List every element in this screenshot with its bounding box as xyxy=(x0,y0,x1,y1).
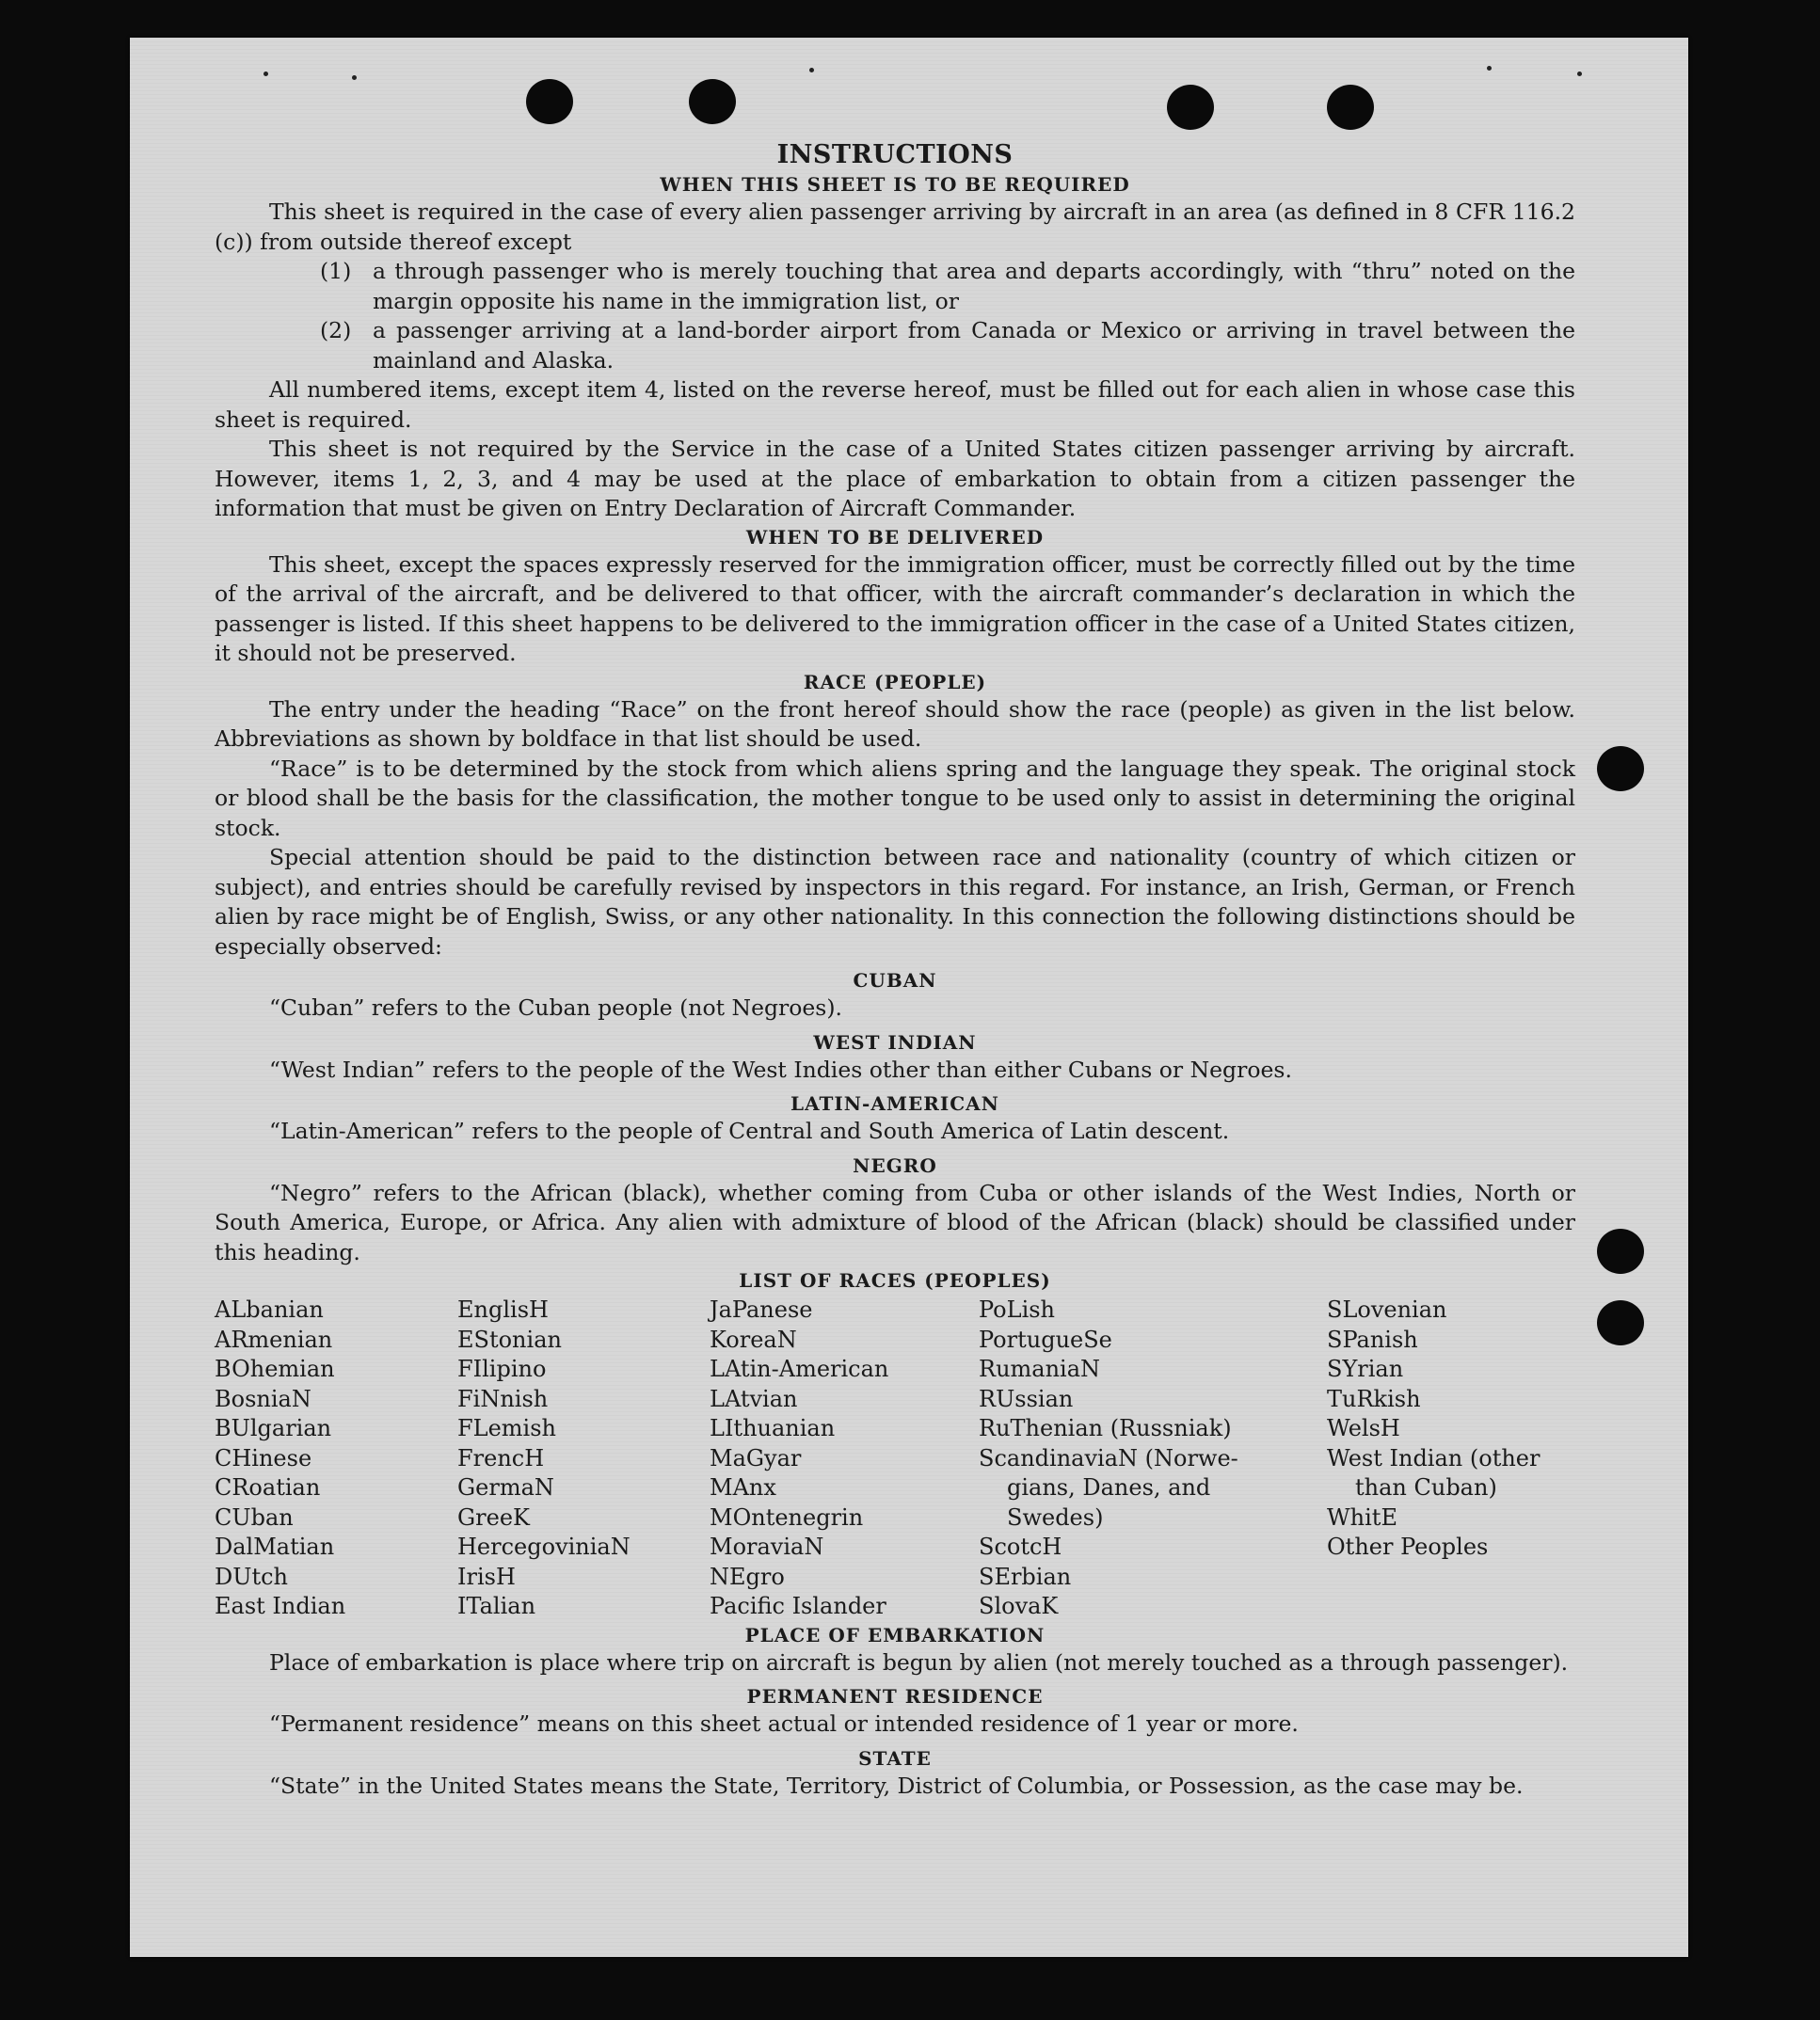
exception-item xyxy=(320,316,1575,375)
section-heading-negro: NEGRO xyxy=(853,1153,937,1177)
exception-number: (2) xyxy=(320,317,352,343)
section-heading-state: STATE xyxy=(858,1746,932,1770)
race-entry: MoraviaN xyxy=(710,1534,824,1560)
section-heading-latin-american: LATIN-AMERICAN xyxy=(790,1092,999,1115)
race-entry: FiNnish xyxy=(457,1385,549,1412)
race-entry: Other Peoples xyxy=(1327,1534,1489,1560)
punch-hole xyxy=(689,79,736,124)
race-entry: ScandinaviaN (Norwe- xyxy=(979,1444,1238,1471)
race-entry: ARmenian xyxy=(215,1326,333,1353)
race-entry: Swedes) xyxy=(1007,1503,1104,1531)
delivered-paragraph: This sheet, except the spaces expressly reserved for the immigration officer, must be correctly filled out by the time of the arrival of the aircraft, and be delivered to that officer, with the aircraft commander’s declaration in which the passenger is listed. If this sheet happens to be delivered to the immigration officer in the case of a United States citizen, it should not be preserved. xyxy=(215,550,1575,666)
required-paragraph: This sheet is not required by the Service in the case of a United States citizen passenger arriving by aircraft. However, items 1, 2, 3, and 4 may be used at the place of embarkation to obtain from a citizen passenger the information that must be given on Entry Declaration of Aircraft Commander. xyxy=(215,436,1575,521)
cuban-paragraph: “Cuban” refers to the Cuban people (not Negroes). xyxy=(269,994,843,1021)
race-entry: ScotcH xyxy=(979,1534,1062,1560)
exception-text: a through passenger who is merely touching that area and departs accordingly, with “thru” noted on the margin opposite his name in the immigration list, or xyxy=(373,258,1575,314)
race-entry: West Indian (other xyxy=(1327,1444,1541,1471)
race-entry: SlovaK xyxy=(979,1593,1059,1619)
race-entry: DalMatian xyxy=(215,1534,335,1560)
race-entry: WhitE xyxy=(1327,1503,1397,1531)
race-entry: EnglisH xyxy=(457,1296,549,1323)
punch-hole xyxy=(1327,85,1374,130)
section-heading-race: RACE (PEOPLE) xyxy=(803,670,987,693)
race-entry: PortugueSe xyxy=(979,1326,1112,1353)
section-heading-residence: PERMANENT RESIDENCE xyxy=(746,1685,1044,1708)
punch-hole xyxy=(1597,746,1644,791)
state-paragraph: “State” in the United States means the State, Territory, District of Columbia, or Possession, as the case may be. xyxy=(269,1772,1524,1799)
page-title: INSTRUCTIONS xyxy=(776,140,1014,169)
race-entry: FIlipino xyxy=(457,1356,547,1382)
race-entry: HercegoviniaN xyxy=(457,1534,631,1560)
race-list xyxy=(215,1296,1575,1622)
race-paragraph: The entry under the heading “Race” on the front hereof should show the race (people) as given in the list below. Abbreviations as shown by boldface in that list should be used. xyxy=(215,695,1575,752)
race-entry: FrencH xyxy=(457,1444,545,1471)
race-entry: Pacific Islander xyxy=(710,1593,886,1619)
race-entry: RuThenian (Russniak) xyxy=(979,1415,1232,1441)
race-entry: SPanish xyxy=(1327,1326,1418,1353)
race-paragraph: “Race” is to be determined by the stock from which aliens spring and the language they speak. The original stock or blood shall be the basis for the classification, the mother tongue to be used only to assist in determining the original stock. xyxy=(215,755,1575,841)
race-entry: CUban xyxy=(215,1503,294,1531)
race-entry: SYrian xyxy=(1327,1356,1404,1382)
race-entry: East Indian xyxy=(215,1593,346,1619)
embarkation-paragraph: Place of embarkation is place where trip on aircraft is begun by alien (not merely touched as a through passenger). xyxy=(269,1648,1569,1676)
race-entry: LIthuanian xyxy=(710,1415,836,1441)
section-heading-required: WHEN THIS SHEET IS TO BE REQUIRED xyxy=(660,173,1130,196)
document-page xyxy=(130,38,1688,1957)
exception-number: (1) xyxy=(320,258,352,284)
negro-paragraph: “Negro” refers to the African (black), whether coming from Cuba or other islands of the West Indies, North or South America, Europe, or Africa. Any alien with admixture of blood of the African (black) should be classified under this heading. xyxy=(215,1179,1575,1265)
speck xyxy=(1487,66,1492,71)
residence-paragraph: “Permanent residence” means on this sheet actual or intended residence of 1 year or more. xyxy=(269,1710,1299,1737)
race-entry: NEgro xyxy=(710,1563,785,1590)
race-entry: TuRkish xyxy=(1327,1385,1421,1412)
race-entry: KoreaN xyxy=(710,1326,797,1353)
required-intro: This sheet is required in the case of every alien passenger arriving by aircraft in an area (as defined in 8 CFR 116.2 (c)) from outside thereof except xyxy=(215,199,1575,255)
speck xyxy=(352,75,357,80)
race-entry: MOntenegrin xyxy=(710,1503,864,1531)
race-entry: EStonian xyxy=(457,1326,562,1353)
race-entry: GreeK xyxy=(457,1503,530,1531)
race-entry: CHinese xyxy=(215,1444,312,1471)
section-heading-west-indian: WEST INDIAN xyxy=(813,1030,977,1054)
race-column xyxy=(1327,1296,1572,1622)
race-entry: SLovenian xyxy=(1327,1296,1447,1323)
race-entry: MaGyar xyxy=(710,1444,802,1471)
race-entry: SErbian xyxy=(979,1563,1072,1590)
race-entry: ALbanian xyxy=(215,1296,324,1323)
race-entry: DUtch xyxy=(215,1563,289,1590)
speck xyxy=(1577,72,1582,76)
punch-hole xyxy=(526,79,573,124)
race-column xyxy=(979,1296,1327,1622)
race-entry: BOhemian xyxy=(215,1356,335,1382)
race-entry: PoLish xyxy=(979,1296,1056,1323)
race-entry: GermaN xyxy=(457,1474,554,1501)
instructions-body xyxy=(215,139,1575,1801)
race-entry: RumaniaN xyxy=(979,1356,1101,1382)
required-paragraph: All numbered items, except item 4, listed on the reverse hereof, must be filled out for each alien in whose case this sheet is required. xyxy=(215,376,1575,433)
west-indian-paragraph: “West Indian” refers to the people of the West Indies other than either Cubans or Negroes. xyxy=(269,1056,1292,1083)
section-heading-delivered: WHEN TO BE DELIVERED xyxy=(745,525,1045,549)
race-entry: CRoatian xyxy=(215,1474,321,1501)
race-entry: than Cuban) xyxy=(1355,1474,1497,1501)
race-entry: JaPanese xyxy=(710,1296,813,1323)
punch-hole xyxy=(1167,85,1214,130)
race-entry: BosniaN xyxy=(215,1385,311,1412)
race-entry: WelsH xyxy=(1327,1415,1400,1441)
race-column xyxy=(457,1296,710,1622)
race-entry: IrisH xyxy=(457,1563,516,1590)
race-entry: gians, Danes, and xyxy=(1007,1474,1211,1501)
race-entry: LAtvian xyxy=(710,1385,798,1412)
exception-item xyxy=(320,257,1575,316)
race-entry: BUlgarian xyxy=(215,1415,332,1441)
race-entry: ITalian xyxy=(457,1593,536,1619)
speck xyxy=(809,68,814,72)
race-entry: MAnx xyxy=(710,1474,776,1501)
punch-hole xyxy=(1597,1229,1644,1274)
section-heading-cuban: CUBAN xyxy=(853,969,937,992)
exception-text: a passenger arriving at a land-border airport from Canada or Mexico or arriving in travel between the mainland and Alaska. xyxy=(373,317,1575,374)
race-entry: FLemish xyxy=(457,1415,556,1441)
punch-hole xyxy=(1597,1300,1644,1345)
section-heading-embarkation: PLACE OF EMBARKATION xyxy=(744,1623,1046,1646)
race-column xyxy=(215,1296,457,1622)
speck xyxy=(263,72,268,76)
latin-american-paragraph: “Latin-American” refers to the people of Central and South America of Latin descent. xyxy=(269,1118,1230,1144)
race-entry: RUssian xyxy=(979,1385,1074,1412)
race-entry: LAtin-American xyxy=(710,1356,889,1382)
race-paragraph: Special attention should be paid to the distinction between race and nationality (country of which citizen or subject), and entries should be carefully revised by inspectors in this regard. For instance, an Irish, German, or French alien by race might be of English, Swiss, or any other nationality. In this connection the following distinctions should be especially observed: xyxy=(215,844,1575,960)
section-heading-list: LIST OF RACES (PEOPLES) xyxy=(739,1269,1051,1292)
race-column xyxy=(710,1296,979,1622)
